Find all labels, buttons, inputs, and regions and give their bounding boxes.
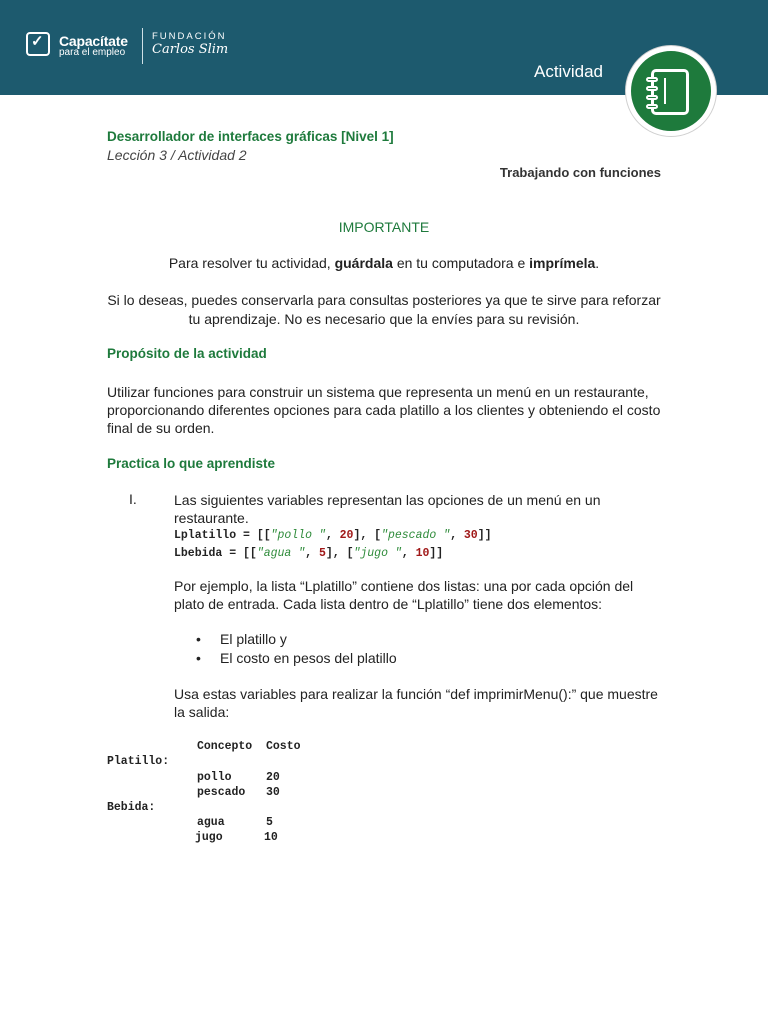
task-paragraph: Usa estas variables para realizar la función “def imprimirMenu():” que muestre la salida: xyxy=(174,686,658,720)
notebook-icon xyxy=(651,69,689,115)
output-row-cost: 30 xyxy=(266,786,280,799)
text-run: . xyxy=(595,255,600,271)
code-token: , xyxy=(325,529,340,542)
item-number: I. xyxy=(129,491,137,507)
purpose-paragraph: Utilizar funciones para construir un sistema que representa un menú en un restaurante, proporcionando diferentes opciones para cada platillo a los clientes y obteniendo el costo final de su orden. xyxy=(107,384,661,436)
code-number: 10 xyxy=(415,547,430,560)
text-run: en tu computadora e xyxy=(392,255,530,271)
bullet-dot: • xyxy=(196,650,201,666)
code-string: "jugo " xyxy=(353,547,402,560)
checklist-logo-icon xyxy=(26,32,50,56)
text-run-bold: guárdala xyxy=(334,255,393,271)
code-token: ], [ xyxy=(325,547,354,560)
output-row-cost: 20 xyxy=(266,771,280,784)
output-row-cost: 10 xyxy=(264,831,278,844)
important-heading: IMPORTANTE xyxy=(338,219,430,235)
output-platillo-label: Platillo: xyxy=(107,755,170,768)
code-number: 30 xyxy=(463,529,478,542)
code-token: Lplatillo = [[ xyxy=(174,529,271,542)
code-string: "pescado " xyxy=(381,529,451,542)
bullet-item: El costo en pesos del platillo xyxy=(220,650,397,666)
activity-badge xyxy=(626,46,716,136)
practice-heading: Practica lo que aprendiste xyxy=(107,456,276,471)
brand-subtitle: para el empleo xyxy=(59,47,126,58)
code-line-bebida xyxy=(174,545,664,563)
logo-divider xyxy=(142,28,143,64)
ring-icon xyxy=(646,95,658,100)
note-paragraph: Si lo deseas, puedes conservarla para consultas posteriores ya que te sirve para reforzar tu aprendizaje. No es necesario que la envíes para su revisión. xyxy=(107,292,661,327)
output-row-name: pollo xyxy=(197,771,232,784)
output-bebida-label: Bebida: xyxy=(107,801,156,814)
output-row-cost: 5 xyxy=(266,816,273,829)
output-row-name: jugo xyxy=(195,831,223,844)
topic-title: Trabajando con funciones xyxy=(499,165,661,180)
lesson-label: Lección 3 / Actividad 2 xyxy=(107,147,247,163)
ring-icon xyxy=(646,86,658,91)
code-number: 5 xyxy=(318,547,326,560)
example-paragraph: Por ejemplo, la lista “Lplatillo” contiene dos listas: una por cada opción del plato de entrada. Cada lista dentro de “Lplatillo” tiene dos elementos: xyxy=(174,578,634,612)
output-row-name: pescado xyxy=(197,786,246,799)
bullet-dot: • xyxy=(196,631,201,647)
text-run: Para resolver tu actividad, xyxy=(168,255,335,271)
code-token: ]] xyxy=(429,547,444,560)
brand-name: Capacítate xyxy=(59,33,128,49)
ring-icon xyxy=(646,104,658,109)
foundation-signature: Carlos Slim xyxy=(152,42,229,57)
output-header-costo: Costo xyxy=(266,740,301,753)
code-token: ]] xyxy=(477,529,492,542)
output-header-concepto: Concepto xyxy=(197,740,253,753)
code-string: "pollo " xyxy=(270,529,326,542)
code-string: "agua " xyxy=(256,547,306,560)
purpose-heading: Propósito de la actividad xyxy=(107,346,267,361)
code-token: Lbebida = [[ xyxy=(174,547,257,560)
item-description: Las siguientes variables representan las opciones de un menú en un restaurante. xyxy=(174,492,601,526)
bullet-item: El platillo y xyxy=(220,631,287,647)
code-line-platillo xyxy=(174,527,664,545)
activity-label: Actividad xyxy=(534,62,603,81)
output-row-name: agua xyxy=(197,816,225,829)
code-number: 20 xyxy=(339,529,354,542)
foundation-label: FUNDACIÓN xyxy=(152,31,227,42)
course-title: Desarrollador de interfaces gráficas [Nivel 1] xyxy=(107,129,394,144)
code-token: , xyxy=(450,529,464,542)
code-token: ], [ xyxy=(353,529,382,542)
ring-icon xyxy=(646,77,658,82)
code-token: , xyxy=(305,547,319,560)
code-token: , xyxy=(401,547,416,560)
text-run-bold: imprímela xyxy=(529,255,596,271)
instructions-paragraph xyxy=(107,255,661,271)
item-text xyxy=(174,491,664,563)
